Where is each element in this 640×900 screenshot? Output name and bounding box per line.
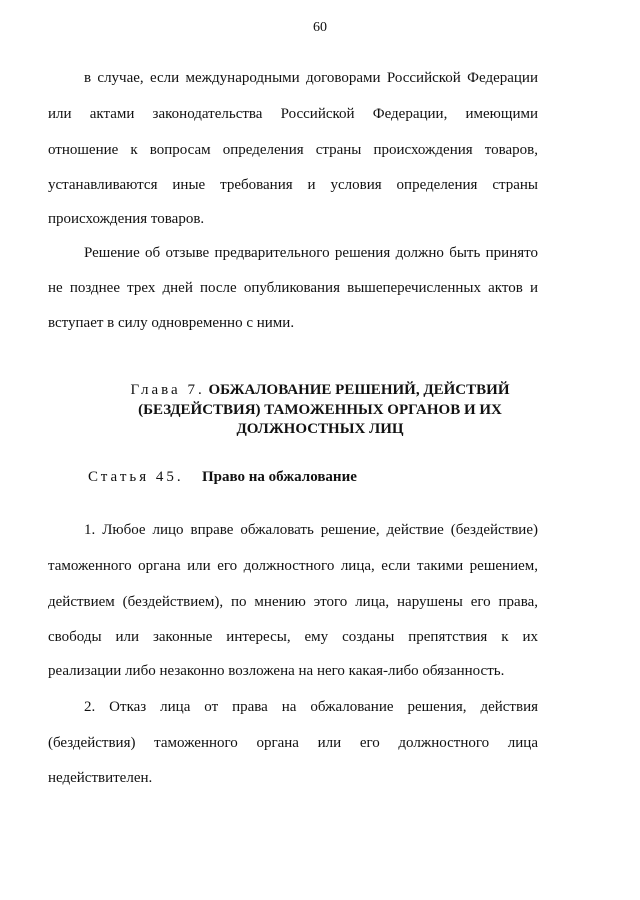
item1-line-3: действием (бездействием), по мнению этого лица, нарушены его права, — [48, 594, 538, 610]
item2-line-3: недействителен. — [48, 770, 153, 786]
chapter-title-line-2: (БЕЗДЕЙСТВИЯ) ТАМОЖЕННЫХ ОРГАНОВ И ИХ — [138, 402, 502, 418]
page-number: 60 — [313, 20, 327, 35]
chapter-heading-line-1 — [0, 380, 640, 400]
item1-line-4: свободы или законные интересы, ему созданы препятствия к их — [48, 629, 538, 645]
item2-line-2: (бездействия) таможенного органа или его должностного лица — [48, 735, 538, 751]
article-title: Право на обжалование — [202, 469, 357, 485]
para2-line-3: вступает в силу одновременно с ними. — [48, 315, 295, 331]
para1-line-3: отношение к вопросам определения страны происхождения товаров, — [48, 142, 538, 158]
chapter-label: Глава 7. — [130, 382, 205, 398]
para1-line-4: устанавливаются иные требования и условия определения страны — [48, 177, 538, 193]
para1-line-5: происхождения товаров. — [48, 211, 205, 227]
item1-line-5: реализации либо незаконно возложена на него какая-либо обязанность. — [48, 663, 505, 679]
item1-line-1: 1. Любое лицо вправе обжаловать решение, действие (бездействие) — [84, 522, 538, 538]
chapter-title-line-3: ДОЛЖНОСТНЫХ ЛИЦ — [236, 421, 404, 437]
para2-line-1: Решение об отзыве предварительного решения должно быть принято — [84, 245, 538, 261]
article-label: Статья 45. — [88, 469, 184, 485]
item2-line-1: 2. Отказ лица от права на обжалование решения, действия — [84, 699, 538, 715]
chapter-title-part-1: ОБЖАЛОВАНИЕ РЕШЕНИЙ, ДЕЙСТВИЙ — [208, 382, 510, 398]
item1-line-2: таможенного органа или его должностного лица, если такими решением, — [48, 558, 538, 574]
para1-line-1: в случае, если международными договорами Российской Федерации — [84, 70, 538, 86]
para2-line-2: не позднее трех дней после опубликования вышеперечисленных актов и — [48, 280, 538, 296]
para1-line-2: или актами законодательства Российской Федерации, имеющими — [48, 106, 538, 122]
